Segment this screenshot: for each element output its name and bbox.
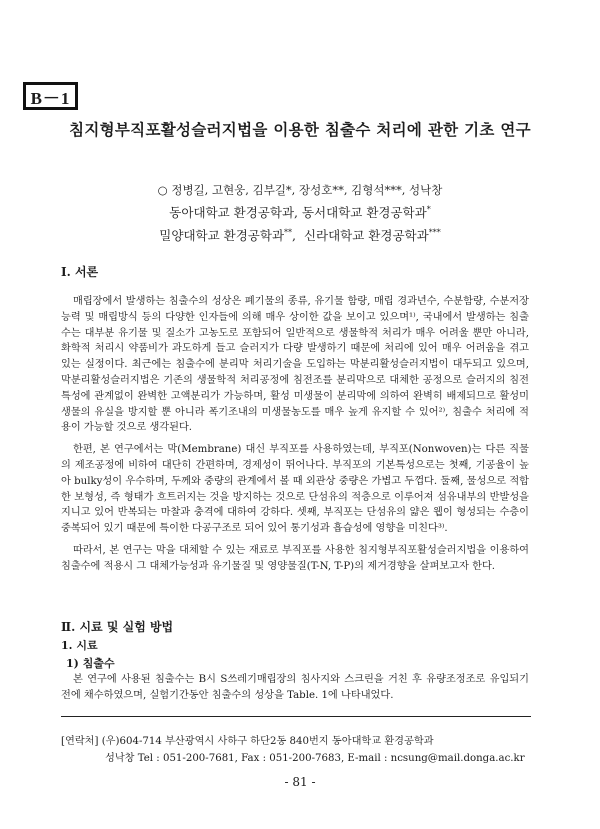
introduction-body <box>61 294 529 581</box>
section-heading-methods: Ⅱ. 시료 및 실험 방법 <box>61 620 174 634</box>
paragraph: 한편, 본 연구에서는 막(Membrane) 대신 부직포를 사용하였는데, 부직포(Nonwoven)는 다른 직물의 제조공정에 비하여 대단히 간편하며, 경제성이 뛰어나다. 부직포의 기본특성으로는 첫째, 기공율이 높아 bulky성이 우수하며, 두께와 중량의 관계에서 볼 때 외관상 중량은 가볍고 두껍다. 둘째, 물성으로 적합한 보형성, 즉 형태가 흐트러지는 것을 방지하는 것으로 단섬유의 적층으로 이루어져 섬유내부의 반발성을 지니고 있어 반복되는 마찰과 충격에 대하여 강하다. 셋째, 부직포는 단섬유의 얇은 웹이 형성되는 수층이 중복되어 있기 때문에 특이한 다공구조로 되어 있어 통기성과 흡습성에 영향을 미친다³⁾. <box>61 444 529 535</box>
affiliation-text: 밀양대학교 환경공학과 <box>159 228 285 244</box>
affiliation-line-1 <box>0 200 600 223</box>
footnote-divider <box>61 716 531 717</box>
section-badge: B－1 <box>23 82 78 110</box>
affiliation-text: 동아대학교 환경공학과, 동서대학교 환경공학과 <box>169 205 427 221</box>
page-number: - 81 - <box>284 775 316 789</box>
affiliation-text: 신라대학교 환경공학과 <box>303 228 429 244</box>
affiliation-mark: ** <box>284 228 293 238</box>
contact-footer <box>61 733 525 767</box>
subsubsection-heading: 1) 침출수 <box>66 657 115 670</box>
affiliation-mark: * <box>426 205 431 214</box>
paragraph: 매립장에서 발생하는 침출수의 성상은 폐기물의 종류, 유기물 함량, 매립 경과년수, 수분함량, 수분저장능력 및 매립방식 등의 다양한 인자들에 의해 매우 상이한 값을 보이고 있으며¹⁾, 국내에서 발생하는 침출수는 대부분 유기물 및 질소가 고농도로 포함되어 일반적으로 생물학적 처리가 매우 어려울 뿐만 아니라, 화학적 처리시 약품비가 과도하게 들고 슬러지가 다량 발생하기 때문에 처리에 있어 매우 어려움을 겪고 있는 실정이다. 최근에는 침출수에 분리막 처리기술을 도입하는 막분리활성슬러지법이 대두되고 있으며, 막분리활성슬러지법은 기존의 생물학적 처리공정에 침전조를 분리막으로 대체한 공정으로 슬러지의 침전특성에 관계없이 완벽한 고액분리가 가능하며, 활성 미생물이 분리막에 의하여 완벽히 배제되므로 활성미생물의 유실을 방지할 뿐 아니라 폭기조내의 미생물농도를 매우 높게 유지할 수 있어²⁾, 침출수 처리에 적용이 가능할 것으로 생각된다. <box>61 296 529 434</box>
affiliation-mark: *** <box>428 228 441 238</box>
paragraph: 본 연구에 사용된 침출수는 B시 S쓰레기매립장의 침사지와 스크린을 거친 후 유량조정조로 유입되기 전에 채수하였으며, 실험기간동안 침출수의 성상을 Table. 1에 나타내었다. <box>61 674 529 701</box>
methods-body <box>61 672 529 710</box>
subsection-heading: 1. 시료 <box>61 639 98 652</box>
author-block <box>0 180 600 246</box>
author-list: ○ 정병길, 고현웅, 김부길*, 장성호**, 김형석***, 성낙창 <box>157 183 443 197</box>
paper-title: 침지형부직포활성슬러지법을 이용한 침출수 처리에 관한 기초 연구 <box>69 120 531 139</box>
affiliation-line-2: 밀양대학교 환경공학과**, 신라대학교 환경공학과*** <box>159 228 441 244</box>
paragraph: 따라서, 본 연구는 막을 대체할 수 있는 재료로 부직포를 사용한 침지형부직포활성슬러지법을 이용하여 침출수에 적용시 그 대체가능성과 유기물질 및 영양물질(T-N, T-P)의 제거경향을 살펴보고자 한다. <box>61 544 529 572</box>
contact-address: [연락처] (우)604-714 부산광역시 사하구 하단2동 840번지 동아대학교 환경공학과 <box>61 736 434 747</box>
section-heading-introduction: Ⅰ. 서론 <box>61 265 99 279</box>
contact-details: 성낙창 Tel : 051-200-7681, Fax : 051-200-7683, E-mail : ncsung@mail.donga.ac.kr <box>105 753 525 764</box>
